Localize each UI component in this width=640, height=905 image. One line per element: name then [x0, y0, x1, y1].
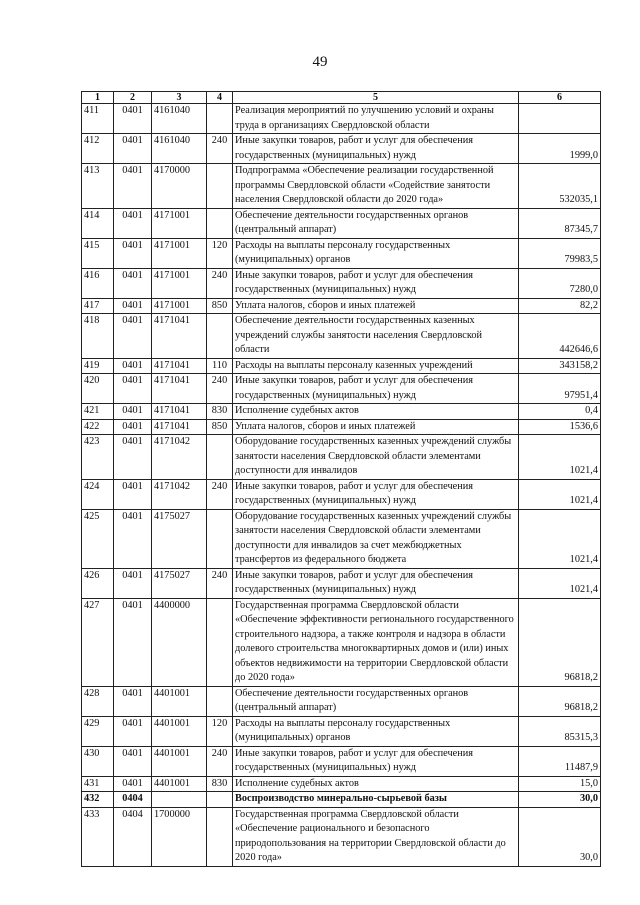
item-name-cell: Подпрограмма «Обеспечение реализации государственной программы Свердловской области «Содействие занятости населения Свердловской области до 2020 года» [233, 164, 519, 209]
article-code-cell: 4170000 [152, 164, 207, 209]
table-row [82, 776, 601, 792]
article-code-cell: 4171041 [152, 358, 207, 374]
expense-type-cell: 240 [207, 374, 233, 404]
row-number-cell: 428 [82, 686, 114, 716]
expense-type-cell [207, 435, 233, 480]
amount-cell: 7280,0 [519, 268, 601, 298]
row-number-cell: 417 [82, 298, 114, 314]
row-number-cell: 418 [82, 314, 114, 359]
amount-cell: 30,0 [519, 792, 601, 808]
expense-type-cell [207, 509, 233, 568]
expense-type-cell [207, 807, 233, 866]
article-code-cell: 4171041 [152, 374, 207, 404]
table-row [82, 404, 601, 420]
section-code-cell: 0401 [114, 374, 152, 404]
amount-cell: 532035,1 [519, 164, 601, 209]
row-number-cell: 420 [82, 374, 114, 404]
table-row [82, 164, 601, 209]
table-row [82, 479, 601, 509]
row-number-cell: 411 [82, 104, 114, 134]
row-number-cell: 423 [82, 435, 114, 480]
section-code-cell: 0401 [114, 314, 152, 359]
header-cell-number: 1 [82, 92, 114, 104]
table-row [82, 807, 601, 866]
item-name-cell: Оборудование государственных казенных учреждений службы занятости населения Свердловской области элементами доступности для инвалидов за счет межбюджетных трансфертов из федерального бюджета [233, 509, 519, 568]
section-code-cell: 0401 [114, 104, 152, 134]
table-row [82, 509, 601, 568]
amount-cell: 15,0 [519, 776, 601, 792]
amount-cell: 0,4 [519, 404, 601, 420]
expense-type-cell [207, 208, 233, 238]
table-row [82, 298, 601, 314]
article-code-cell: 4171001 [152, 238, 207, 268]
item-name-cell: Иные закупки товаров, работ и услуг для обеспечения государственных (муниципальных) нужд [233, 374, 519, 404]
row-number-cell: 429 [82, 716, 114, 746]
item-name-cell: Расходы на выплаты персоналу государственных (муниципальных) органов [233, 716, 519, 746]
section-code-cell: 0401 [114, 134, 152, 164]
amount-cell: 30,0 [519, 807, 601, 866]
row-number-cell: 427 [82, 598, 114, 686]
item-name-cell: Расходы на выплаты персоналу казенных учреждений [233, 358, 519, 374]
amount-cell: 1021,4 [519, 509, 601, 568]
header-cell-name: 5 [233, 92, 519, 104]
table-row [82, 134, 601, 164]
expense-type-cell: 830 [207, 404, 233, 420]
amount-cell [519, 104, 601, 134]
article-code-cell: 4171001 [152, 208, 207, 238]
expense-type-cell: 240 [207, 268, 233, 298]
item-name-cell: Расходы на выплаты персоналу государственных (муниципальных) органов [233, 238, 519, 268]
header-cell-expense-type: 4 [207, 92, 233, 104]
article-code-cell: 4171041 [152, 314, 207, 359]
row-number-cell: 413 [82, 164, 114, 209]
amount-cell: 1021,4 [519, 435, 601, 480]
row-number-cell: 415 [82, 238, 114, 268]
expense-type-cell: 850 [207, 419, 233, 435]
article-code-cell: 4401001 [152, 716, 207, 746]
table-row [82, 746, 601, 776]
section-code-cell: 0401 [114, 479, 152, 509]
amount-cell: 1536,6 [519, 419, 601, 435]
row-number-cell: 416 [82, 268, 114, 298]
section-code-cell: 0404 [114, 792, 152, 808]
expense-type-cell: 240 [207, 134, 233, 164]
table-row [82, 792, 601, 808]
expense-type-cell [207, 686, 233, 716]
article-code-cell: 4171042 [152, 435, 207, 480]
amount-cell: 79983,5 [519, 238, 601, 268]
amount-cell: 97951,4 [519, 374, 601, 404]
item-name-cell: Воспроизводство минерально-сырьевой базы [233, 792, 519, 808]
item-name-cell: Исполнение судебных актов [233, 776, 519, 792]
expense-type-cell [207, 164, 233, 209]
table-row [82, 598, 601, 686]
article-code-cell: 4401001 [152, 746, 207, 776]
amount-cell: 85315,3 [519, 716, 601, 746]
amount-cell: 96818,2 [519, 686, 601, 716]
section-code-cell: 0401 [114, 298, 152, 314]
row-number-cell: 419 [82, 358, 114, 374]
article-code-cell: 4401001 [152, 686, 207, 716]
section-code-cell: 0404 [114, 807, 152, 866]
header-cell-section: 2 [114, 92, 152, 104]
amount-cell: 82,2 [519, 298, 601, 314]
table-row [82, 358, 601, 374]
row-number-cell: 425 [82, 509, 114, 568]
section-code-cell: 0401 [114, 208, 152, 238]
section-code-cell: 0401 [114, 598, 152, 686]
article-code-cell: 4171001 [152, 268, 207, 298]
expense-type-cell [207, 104, 233, 134]
section-code-cell: 0401 [114, 746, 152, 776]
article-code-cell: 4401001 [152, 776, 207, 792]
item-name-cell: Оборудование государственных казенных учреждений службы занятости населения Свердловской области элементами доступности для инвалидов [233, 435, 519, 480]
article-code-cell [152, 792, 207, 808]
section-code-cell: 0401 [114, 358, 152, 374]
section-code-cell: 0401 [114, 238, 152, 268]
section-code-cell: 0401 [114, 776, 152, 792]
item-name-cell: Уплата налогов, сборов и иных платежей [233, 298, 519, 314]
article-code-cell: 4171001 [152, 298, 207, 314]
amount-cell: 96818,2 [519, 598, 601, 686]
item-name-cell: Иные закупки товаров, работ и услуг для обеспечения государственных (муниципальных) нужд [233, 746, 519, 776]
expense-type-cell: 240 [207, 479, 233, 509]
item-name-cell: Уплата налогов, сборов и иных платежей [233, 419, 519, 435]
header-cell-amount: 6 [519, 92, 601, 104]
expense-type-cell: 120 [207, 716, 233, 746]
table-row [82, 568, 601, 598]
amount-cell: 343158,2 [519, 358, 601, 374]
article-code-cell: 4400000 [152, 598, 207, 686]
article-code-cell: 4171042 [152, 479, 207, 509]
article-code-cell: 4175027 [152, 509, 207, 568]
row-number-cell: 424 [82, 479, 114, 509]
amount-cell: 87345,7 [519, 208, 601, 238]
section-code-cell: 0401 [114, 268, 152, 298]
amount-cell: 1021,4 [519, 568, 601, 598]
expense-type-cell: 850 [207, 298, 233, 314]
amount-cell: 442646,6 [519, 314, 601, 359]
item-name-cell: Обеспечение деятельности государственных органов (центральный аппарат) [233, 208, 519, 238]
table-row [82, 686, 601, 716]
row-number-cell: 430 [82, 746, 114, 776]
article-code-cell: 4171041 [152, 419, 207, 435]
expense-type-cell: 240 [207, 568, 233, 598]
table-row [82, 374, 601, 404]
row-number-cell: 431 [82, 776, 114, 792]
item-name-cell: Иные закупки товаров, работ и услуг для обеспечения государственных (муниципальных) нужд [233, 134, 519, 164]
item-name-cell: Иные закупки товаров, работ и услуг для обеспечения государственных (муниципальных) нужд [233, 268, 519, 298]
section-code-cell: 0401 [114, 419, 152, 435]
expense-type-cell: 120 [207, 238, 233, 268]
item-name-cell: Государственная программа Свердловской области «Обеспечение эффективности регионального государственного строительного надзора, а также контроля и надзора в области долевого строительства многоквартирных домов и (или) иных объектов недвижимости на территории Свердловской области до 2020 года» [233, 598, 519, 686]
table-row [82, 314, 601, 359]
item-name-cell: Реализация мероприятий по улучшению условий и охраны труда в организациях Свердловской области [233, 104, 519, 134]
item-name-cell: Исполнение судебных актов [233, 404, 519, 420]
article-code-cell: 4175027 [152, 568, 207, 598]
section-code-cell: 0401 [114, 435, 152, 480]
row-number-cell: 421 [82, 404, 114, 420]
section-code-cell: 0401 [114, 686, 152, 716]
table-row [82, 716, 601, 746]
row-number-cell: 432 [82, 792, 114, 808]
budget-table [81, 91, 601, 867]
row-number-cell: 426 [82, 568, 114, 598]
table-row [82, 238, 601, 268]
row-number-cell: 414 [82, 208, 114, 238]
table-row [82, 268, 601, 298]
expense-type-cell: 240 [207, 746, 233, 776]
expense-type-cell: 110 [207, 358, 233, 374]
amount-cell: 1999,0 [519, 134, 601, 164]
expense-type-cell [207, 314, 233, 359]
article-code-cell: 1700000 [152, 807, 207, 866]
amount-cell: 11487,9 [519, 746, 601, 776]
item-name-cell: Иные закупки товаров, работ и услуг для обеспечения государственных (муниципальных) нужд [233, 479, 519, 509]
table-row [82, 104, 601, 134]
row-number-cell: 433 [82, 807, 114, 866]
expense-type-cell [207, 598, 233, 686]
table-row [82, 208, 601, 238]
item-name-cell: Государственная программа Свердловской области «Обеспечение рационального и безопасного природопользования на территории Свердловской области до 2020 года» [233, 807, 519, 866]
header-cell-article: 3 [152, 92, 207, 104]
table-row [82, 419, 601, 435]
expense-type-cell [207, 792, 233, 808]
row-number-cell: 412 [82, 134, 114, 164]
table-row [82, 435, 601, 480]
item-name-cell: Обеспечение деятельности государственных органов (центральный аппарат) [233, 686, 519, 716]
item-name-cell: Обеспечение деятельности государственных казенных учреждений службы занятости населения Свердловской области [233, 314, 519, 359]
section-code-cell: 0401 [114, 716, 152, 746]
article-code-cell: 4161040 [152, 134, 207, 164]
article-code-cell: 4161040 [152, 104, 207, 134]
page-number: 49 [312, 54, 328, 70]
item-name-cell: Иные закупки товаров, работ и услуг для обеспечения государственных (муниципальных) нужд [233, 568, 519, 598]
expense-type-cell: 830 [207, 776, 233, 792]
section-code-cell: 0401 [114, 568, 152, 598]
table-header-row [82, 92, 601, 104]
article-code-cell: 4171041 [152, 404, 207, 420]
section-code-cell: 0401 [114, 164, 152, 209]
section-code-cell: 0401 [114, 509, 152, 568]
section-code-cell: 0401 [114, 404, 152, 420]
amount-cell: 1021,4 [519, 479, 601, 509]
row-number-cell: 422 [82, 419, 114, 435]
